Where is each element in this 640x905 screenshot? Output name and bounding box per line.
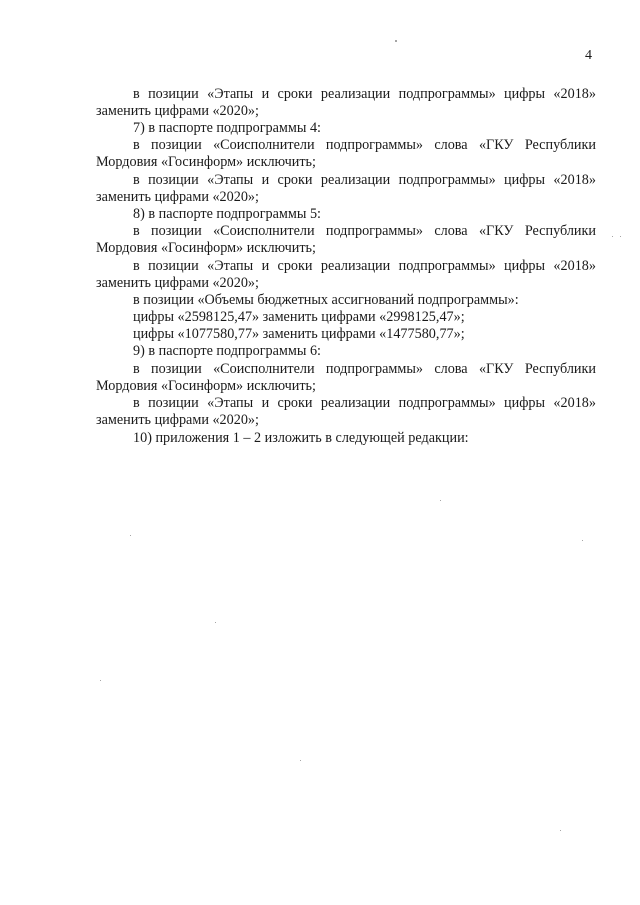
text-line: заменить цифрами «2020»; [96,189,259,205]
scan-speck [100,680,101,681]
text-line: в позиции «Соисполнители подпрограммы» слова «ГКУ Республики [133,223,596,239]
text-line: Мордовия «Госинформ» исключить; [96,154,316,170]
scan-speck [582,540,583,541]
scan-speck [620,236,621,237]
text-line: в позиции «Этапы и сроки реализации подпрограммы» цифры «2018» [133,395,596,411]
text-line: заменить цифрами «2020»; [96,412,259,428]
text-line: в позиции «Этапы и сроки реализации подпрограммы» цифры «2018» [133,86,596,102]
scan-speck [560,830,561,831]
scan-speck [440,500,441,501]
text-line: заменить цифрами «2020»; [96,103,259,119]
text-line: Мордовия «Госинформ» исключить; [96,378,316,394]
text-line: заменить цифрами «2020»; [96,275,259,291]
text-line: в позиции «Этапы и сроки реализации подпрограммы» цифры «2018» [133,172,596,188]
text-line: в позиции «Объемы бюджетных ассигнований подпрограммы»: [133,292,519,308]
text-line: 7) в паспорте подпрограммы 4: [133,120,321,136]
text-line: 10) приложения 1 – 2 изложить в следующей редакции: [133,430,469,446]
text-line: цифры «2598125,47» заменить цифрами «2998125,47»; [133,309,465,325]
page-number: 4 [585,48,592,63]
text-line: 8) в паспорте подпрограммы 5: [133,206,321,222]
text-line: цифры «1077580,77» заменить цифрами «1477580,77»; [133,326,465,342]
scan-speck [612,236,613,237]
text-line: Мордовия «Госинформ» исключить; [96,240,316,256]
text-line: в позиции «Соисполнители подпрограммы» слова «ГКУ Республики [133,137,596,153]
text-line: в позиции «Соисполнители подпрограммы» слова «ГКУ Республики [133,361,596,377]
text-line: в позиции «Этапы и сроки реализации подпрограммы» цифры «2018» [133,258,596,274]
scan-speck [215,622,216,623]
scan-speck [300,760,301,761]
scan-speck [395,40,397,42]
scan-speck [130,535,131,536]
text-line: 9) в паспорте подпрограммы 6: [133,343,321,359]
